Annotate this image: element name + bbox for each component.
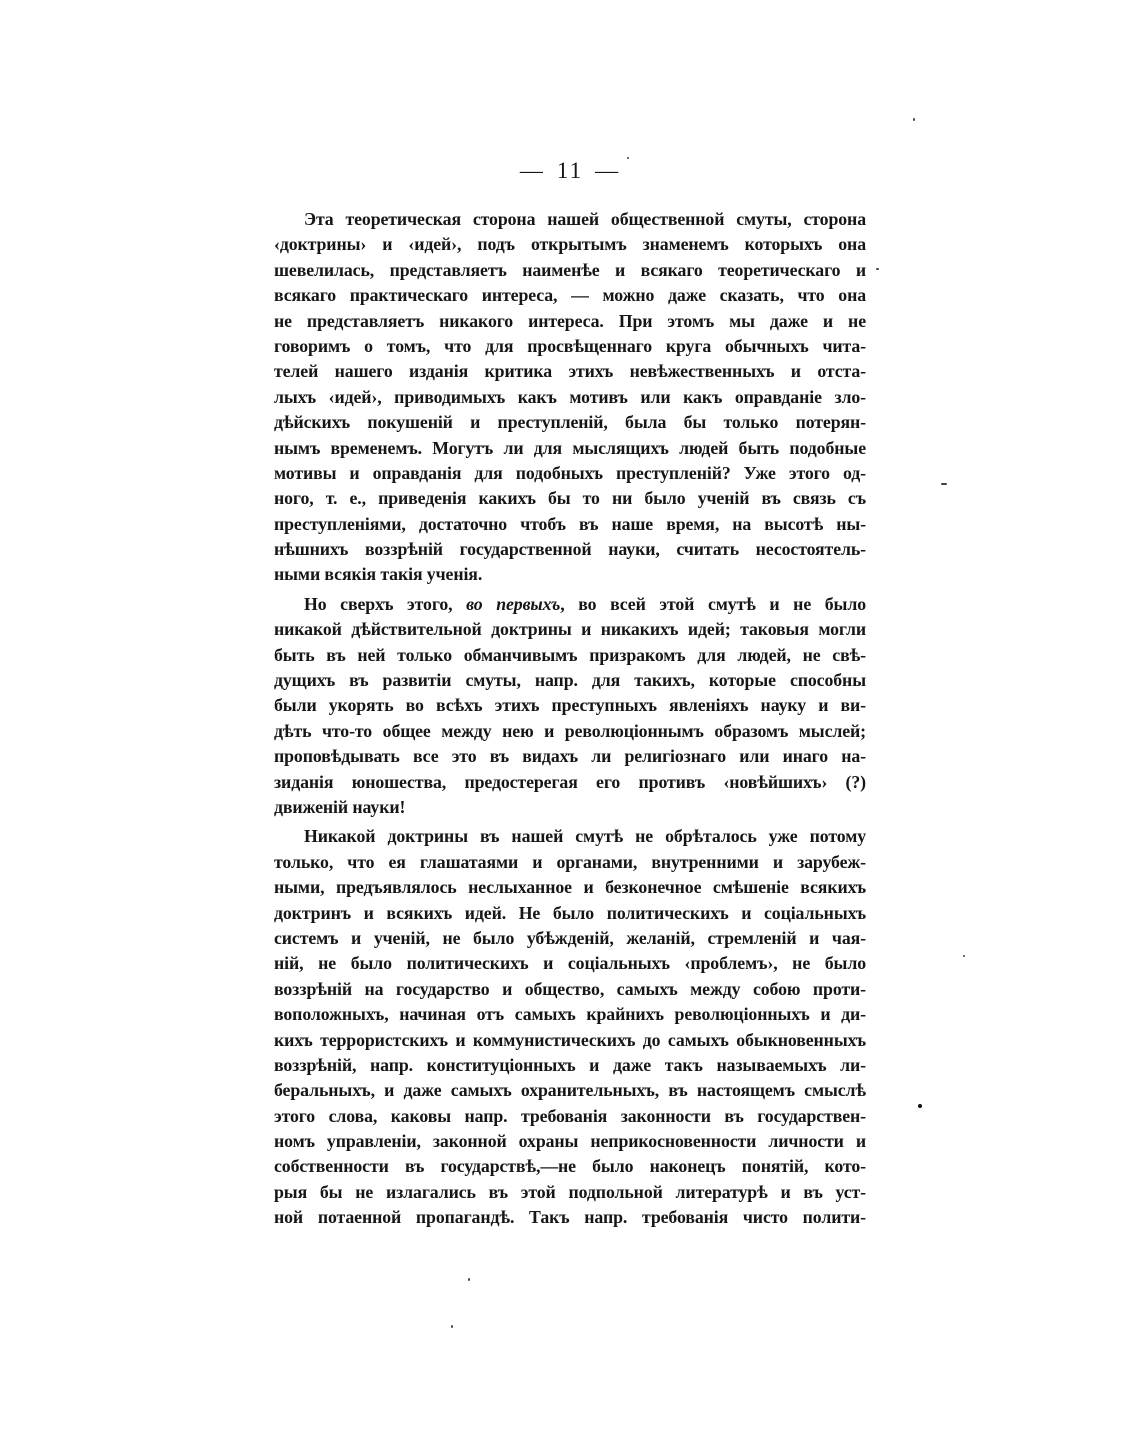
text-line: ній, не было политическихъ и соціальныхъ ‹проблемъ›, не было <box>274 953 866 974</box>
paragraph-3 <box>274 824 866 1230</box>
emphasis-text: во первыхъ <box>466 593 561 614</box>
text-run: Но сверхъ этого, <box>304 593 467 614</box>
text-line: доктринъ и всякихъ идей. Не было политическихъ и соціальныхъ <box>274 902 866 923</box>
text-line: ной потаенной пропагандѣ. Такъ напр. требованія чисто полити- <box>274 1207 866 1228</box>
text-line: воззрѣній на государство и общество, самыхъ между собою проти- <box>274 978 866 999</box>
page-number-value: 11 <box>556 158 584 183</box>
text-line: беральныхъ, и даже самыхъ охранительныхъ, въ настоящемъ смыслѣ <box>274 1080 866 1101</box>
scan-speck <box>468 1278 470 1281</box>
text-line: номъ управленіи, законной охраны неприкосновенности личности и <box>274 1131 866 1152</box>
text-line: кихъ террористскихъ и коммунистическихъ до самыхъ обыкновенныхъ <box>274 1029 866 1050</box>
text-line: движеній науки! <box>274 796 406 817</box>
text-line: были укорять во всѣхъ этихъ преступныхъ явленіяхъ науку и ви- <box>274 695 866 716</box>
text-line: ными, предъявлялось неслыханное и безконечное смѣшеніе всякихъ <box>274 877 866 898</box>
scan-speck <box>941 483 947 485</box>
scan-speck <box>963 955 965 957</box>
text-line-first <box>274 592 866 617</box>
paragraph-2 <box>274 592 866 821</box>
text-line: проповѣдывать все это въ видахъ ли религіознаго или инаго на- <box>274 746 866 767</box>
paragraph-1 <box>274 207 866 588</box>
text-line: воззрѣній, напр. конституціонныхъ и даже такъ называемыхъ ли- <box>274 1054 866 1075</box>
text-line: дѣть что-то общее между нею и революціоннымъ образомъ мыслей; <box>274 720 866 741</box>
page-number-dash-right: — <box>595 158 621 183</box>
text-line: лыхъ ‹идей›, приводимыхъ какъ мотивъ или какъ оправданіе зло- <box>274 386 866 407</box>
text-line: не представляетъ никакого интереса. При этомъ мы даже и не <box>274 310 866 331</box>
text-run: , во всей этой смутѣ и не было <box>560 593 866 614</box>
text-line: дущихъ въ развитіи смуты, напр. для такихъ, которые способны <box>274 670 866 691</box>
text-line: рыя бы не излагались въ этой подпольной литературѣ и въ уст- <box>274 1181 866 1202</box>
text-line: воположныхъ, начиная отъ самыхъ крайнихъ революціонныхъ и ди- <box>274 1004 866 1025</box>
text-line: только, что ея глашатаями и органами, внутренними и зарубеж- <box>274 851 866 872</box>
text-line: нѣшнихъ воззрѣній государственной науки, считать несостоятель- <box>274 539 866 560</box>
text-line: зиданія юношества, предостерегая его противъ ‹новѣйшихъ› (?) <box>274 771 866 792</box>
scan-speck <box>451 1325 453 1328</box>
body-text <box>274 207 866 1231</box>
text-line: нымъ временемъ. Могутъ ли для мыслящихъ людей быть подобные <box>274 437 866 458</box>
text-line: ными всякія такія ученія. <box>274 564 483 585</box>
text-line: ного, т. е., приведенія какихъ бы то ни было ученій въ связь съ <box>274 488 866 509</box>
scan-speck <box>913 118 915 121</box>
text-line: системъ и ученій, не было убѣжденій, желаній, стремленій и чая- <box>274 927 866 948</box>
text-line: говоримъ о томъ, что для просвѣщеннаго круга обычныхъ чита- <box>274 335 866 356</box>
text-line: никакой дѣйствительной доктрины и никакихъ идей; таковыя могли <box>274 619 866 640</box>
text-line: ‹доктрины› и ‹идей›, подъ открытымъ знаменемъ которыхъ она <box>274 234 866 255</box>
text-line: преступленіями, достаточно чтобъ въ наше время, на высотѣ ны- <box>274 513 866 534</box>
text-line: всякаго практическаго интереса, — можно даже сказать, что она <box>274 285 866 306</box>
text-line: этого слова, каковы напр. требованія законности въ государствен- <box>274 1105 866 1126</box>
text-line: собственности въ государствѣ,—не было наконецъ понятій, кото- <box>274 1156 866 1177</box>
text-line: дѣйскихъ покушеній и преступленій, была бы только потерян- <box>274 412 866 433</box>
text-line: быть въ ней только обманчивымъ призракомъ для людей, не свѣ- <box>274 644 866 665</box>
text-line: Никакой доктрины въ нашей смутѣ не обрѣталось уже потому <box>304 826 866 847</box>
scan-speck <box>876 268 879 270</box>
scan-speck <box>918 1104 922 1108</box>
page-number-dash-left: — <box>519 158 545 183</box>
text-line: Эта теоретическая сторона нашей общественной смуты, сторона <box>304 209 866 229</box>
scan-speck <box>627 157 629 159</box>
text-line: телей нашего изданія критика этихъ невѣжественныхъ и отста- <box>274 361 866 382</box>
text-line: мотивы и оправданія для подобныхъ преступленій? Уже этого од- <box>274 462 866 483</box>
text-line: шевелилась, представляетъ наименѣе и всякаго теоретическаго и <box>274 259 866 280</box>
page-number <box>0 158 1140 184</box>
